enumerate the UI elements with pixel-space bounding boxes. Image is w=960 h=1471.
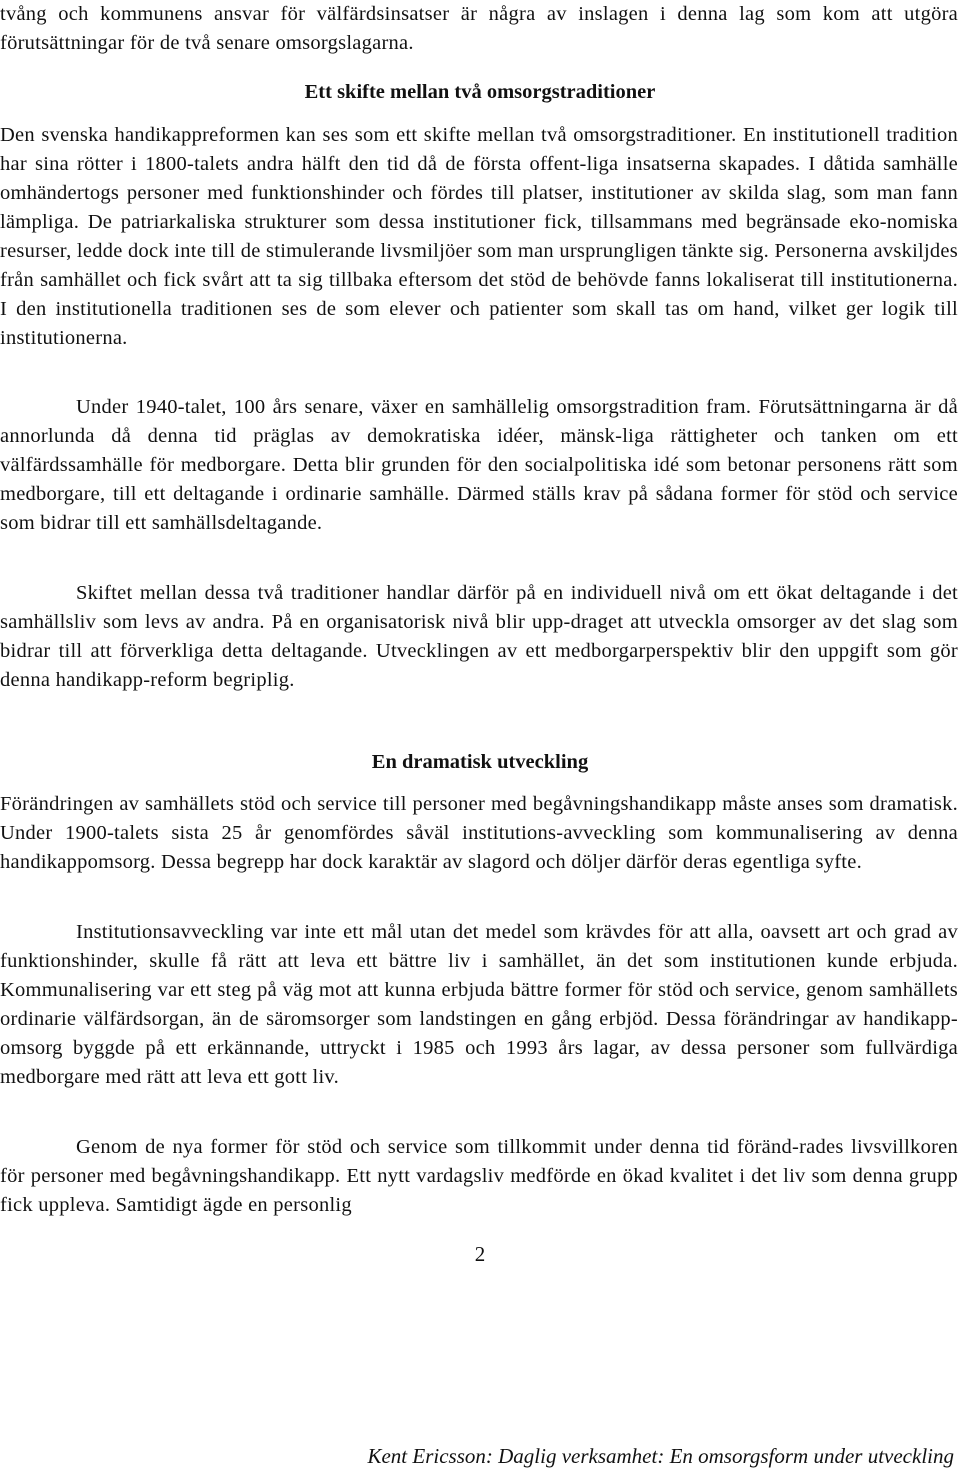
paragraph-text: Förändringen av samhällets stöd och service till personer med begåvningshandikapp måste anses som dramatisk. Under 1900-talets sista 25 år genomfördes såväl institutions-avveckling som kommunalisering av denna handikappomsorg. Dessa begrepp har dock karaktär av slagord och döljer därför deras egentliga syfte. [0,793,958,873]
footer-citation: Kent Ericsson: Daglig verksamhet: En omsorgsform under utveckling [367,1444,954,1468]
paragraph-text: Den svenska handikappreformen kan ses som ett skifte mellan två omsorgstraditioner. En institutionell tradition har sina rötter i 1800-talets andra hälft den tid då de första offent-liga insatserna skapades. I dåtida samhälle omhändertogs personer med funktionshinder och fördes till platser, institutioner av skilda slag, som man fann lämpliga. De patriarkaliska strukturer som dessa institutioner fick, tillsammans med begränsade eko-nomiska resurser, ledde dock inte till de stimulerande livsmiljöer som man ursprungligen tänkte sig. Personerna avskiljdes från samhället och fick svårt att ta sig tillbaka eftersom det stöd de behövde fanns lokaliserat till institutionerna. I den institutionella traditionen ses de som elever och patienter som skall tas om hand, vilket ger logik till institutionerna. [0,124,958,349]
section1-paragraph-3 [0,579,958,695]
paragraph-text: Skiftet mellan dessa två traditioner handlar därför på en individuell nivå om ett ökat deltagande i det samhällsliv som levs av andra. På en organisatorisk nivå blir upp-draget att utveckla omsorger av det slag som bidrar till att förverkliga detta deltagande. Utvecklingen av ett medborgarperspektiv blir den uppgift som gör denna handikapp-reform begriplig. [0,582,958,691]
intro-paragraph [0,0,958,58]
section2-paragraph-2 [0,918,958,1092]
section-heading-dramatisk: En dramatisk utveckling [371,751,589,773]
section2-paragraph-1 [0,790,958,877]
section1-paragraph-1 [0,121,958,353]
section-heading-skifte: Ett skifte mellan två omsorgstraditioner [304,81,656,103]
paragraph-text: Under 1940-talet, 100 års senare, växer en samhällelig omsorgstradition fram. Förutsättningarna är då annorlunda då denna tid präglas av demokratiska idéer, mänsk-liga rättigheter och tanken om ett välfärdssamhälle för medborgare. Detta blir grunden för den socialpolitiska idé som betonar personens rätt som medborgare, till ett deltagande i ordinarie samhälle. Därmed ställs krav på sådana former för stöd och service som bidrar till ett samhällsdeltagande. [0,396,958,534]
paragraph-text: Genom de nya former för stöd och service som tillkommit under denna tid föränd-rades livsvillkoren för personer med begåvningshandikapp. Ett nytt vardagsliv medförde en ökad kvalitet i det liv som denna grupp fick uppleva. Samtidigt ägde en personlig [0,1136,958,1216]
section1-paragraph-2 [0,393,958,538]
section2-paragraph-3 [0,1133,958,1220]
page-number: 2 [474,1242,486,1266]
intro-text: tvång och kommunens ansvar för välfärdsinsatser är några av inslagen i denna lag som kom att utgöra förutsättningar för de två senare omsorgslagarna. [0,3,958,54]
paragraph-text: Institutionsavveckling var inte ett mål utan det medel som krävdes för att alla, oavsett art och grad av funktionshinder, skulle få rätt att leva ett bättre liv i samhället, än det som institutionen kunde erbjuda. Kommunalisering var ett steg på väg mot att kunna erbjuda bättre former för stöd och service, genom samhällets ordinarie välfärdsorgan, än de säromsorger som landstingen en gång erbjöd. Dessa förändringar av handikapp-omsorg byggde på ett erkännande, uttryckt i 1985 och 1993 års lagar, av dessa personer som fullvärdiga medborgare med rätt att leva ett gott liv. [0,921,958,1088]
